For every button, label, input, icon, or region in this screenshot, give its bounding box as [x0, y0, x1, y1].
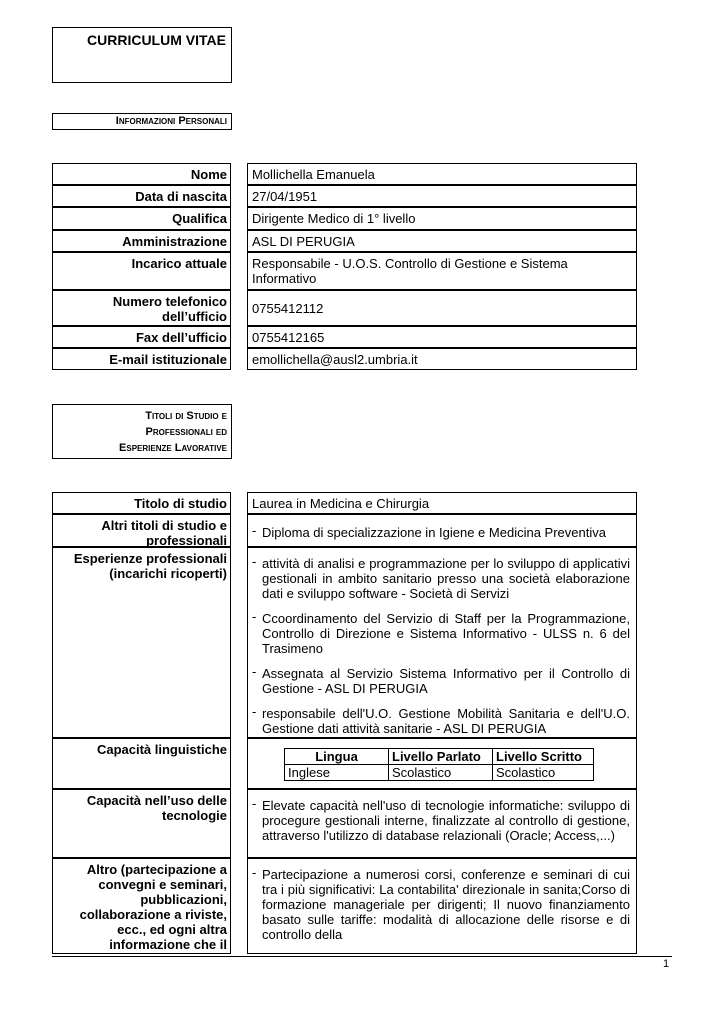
- lingue-cell: Inglese: [285, 765, 389, 781]
- list-item: responsabile dell'U.O. Gestione Mobilità Sanitaria e dell'U.O. Gestione dati attività sanitarie - ASL DI PERUGIA: [262, 706, 630, 736]
- personal-row-value: 27/04/1951: [247, 185, 637, 207]
- list-item: Diploma di specializzazione in Igiene e Medicina Preventiva: [262, 525, 606, 540]
- lingue-label: Capacità linguistiche: [52, 738, 231, 789]
- esperienze-value: - attività di analisi e programmazione per lo sviluppo di applicativi gestionali in ambito sanitario presso una società elaborazione dati e sviluppo software - Società di Servizi - Ccoordinamento del Servizio di Staff per la Programmazione, Controllo di Direzione e Sistema Informativo - ULSS n. 6 del Trasimeno - Assegnata al Servizio Sistema Informativo per il Controllo di Gestione - ASL DI PERUGIA - responsabile dell'U.O. Gestione Mobilità Sanitaria e dell'U.O. Gestione dati attività sanitarie - ASL DI PERUGIA: [247, 547, 637, 738]
- lingue-header: Livello Scritto: [493, 749, 594, 765]
- list-item: attività di analisi e programmazione per lo sviluppo di applicativi gestionali in ambito sanitario presso una società elaborazione dati e sviluppo software - Società di Servizi: [262, 556, 630, 601]
- personal-row-value: Mollichella Emanuela: [247, 163, 637, 185]
- titolo-studio-value: Laurea in Medicina e Chirurgia: [247, 492, 637, 514]
- lingue-value: [247, 738, 637, 789]
- tecnologie-label: Capacità nell’uso delle tecnologie: [52, 789, 231, 858]
- lingue-table: [284, 748, 594, 781]
- section-personal-header: [52, 113, 232, 130]
- section-personal-title: Informazioni Personali: [115, 115, 227, 127]
- personal-row-label: Fax dell’ufficio: [52, 326, 231, 348]
- personal-row-label: Incarico attuale: [52, 252, 231, 290]
- personal-row-value: emollichella@ausl2.umbria.it: [247, 348, 637, 370]
- personal-row-value: 0755412112: [247, 290, 637, 326]
- section-titles-line2: Professionali ed: [145, 426, 227, 438]
- section-titles-header: [52, 404, 232, 459]
- lingue-header: Livello Parlato: [389, 749, 493, 765]
- altri-titoli-label: Altri titoli di studio e professionali: [52, 514, 231, 547]
- personal-row-label: Nome: [52, 163, 231, 185]
- list-item: Assegnata al Servizio Sistema Informativo per il Controllo di Gestione - ASL DI PERUGIA: [262, 666, 630, 696]
- altro-label: Altro (partecipazione a convegni e seminari, pubblicazioni, collaborazione a riviste, ecc., ed ogni altra informazione che il: [52, 858, 231, 954]
- tecnologie-value: - Elevate capacità nell'uso di tecnologie informatiche: sviluppo di procegure gestionali interne, finalizzate al controllo di gestione, attraverso l'utilizzo di database relazionali (Oracle; Access,...): [247, 789, 637, 858]
- cv-title-box: [52, 27, 232, 83]
- list-item: Partecipazione a numerosi corsi, conferenze e seminari di cui tra i più significativi: La contabilita' direzionale in sanita;Corso di formazione manageriale per dirigenti; Il nuovo finanziamento basato sulle tariffe: modalità di allocazione delle risorse e di controllo della: [262, 867, 630, 942]
- personal-row-label: Data di nascita: [52, 185, 231, 207]
- esperienze-label: Esperienze professionali (incarichi ricoperti): [52, 547, 231, 738]
- altri-titoli-value: - Diploma di specializzazione in Igiene e Medicina Preventiva: [247, 514, 637, 547]
- section-titles-line3: Esperienze Lavorative: [119, 442, 227, 454]
- personal-row-label: Numero telefonico dell’ufficio: [52, 290, 231, 326]
- list-item: Ccoordinamento del Servizio di Staff per la Programmazione, Controllo di Direzione e Sistema Informativo - ULSS n. 6 del Trasimeno: [262, 611, 630, 656]
- personal-row-label: Qualifica: [52, 207, 231, 230]
- lingue-cell: Scolastico: [389, 765, 493, 781]
- personal-row-label: Amministrazione: [52, 230, 231, 252]
- lingue-header: Lingua: [285, 749, 389, 765]
- personal-row-value: 0755412165: [247, 326, 637, 348]
- personal-row-value: Dirigente Medico di 1° livello: [247, 207, 637, 230]
- personal-row-label: E-mail istituzionale: [52, 348, 231, 370]
- cv-title: CURRICULUM VITAE: [87, 32, 226, 48]
- list-item: Elevate capacità nell'uso di tecnologie informatiche: sviluppo di procegure gestionali interne, finalizzate al controllo di gestione, attraverso l'utilizzo di database relazionali (Oracle; Access,...): [262, 798, 630, 843]
- section-titles-line1: Titoli di Studio e: [145, 410, 227, 422]
- page-number: 1: [663, 958, 670, 970]
- lingue-cell: Scolastico: [493, 765, 594, 781]
- personal-row-value: ASL DI PERUGIA: [247, 230, 637, 252]
- altro-value: - Partecipazione a numerosi corsi, conferenze e seminari di cui tra i più significativi: La contabilita' direzionale in sanita;Corso di formazione manageriale per dirigenti; Il nuovo finanziamento basato sulle tariffe: modalità di allocazione delle risorse e di controllo della: [247, 858, 637, 954]
- footer-rule: [52, 956, 672, 957]
- titolo-studio-label: Titolo di studio: [52, 492, 231, 514]
- personal-row-value: Responsabile - U.O.S. Controllo di Gestione e Sistema Informativo: [247, 252, 637, 290]
